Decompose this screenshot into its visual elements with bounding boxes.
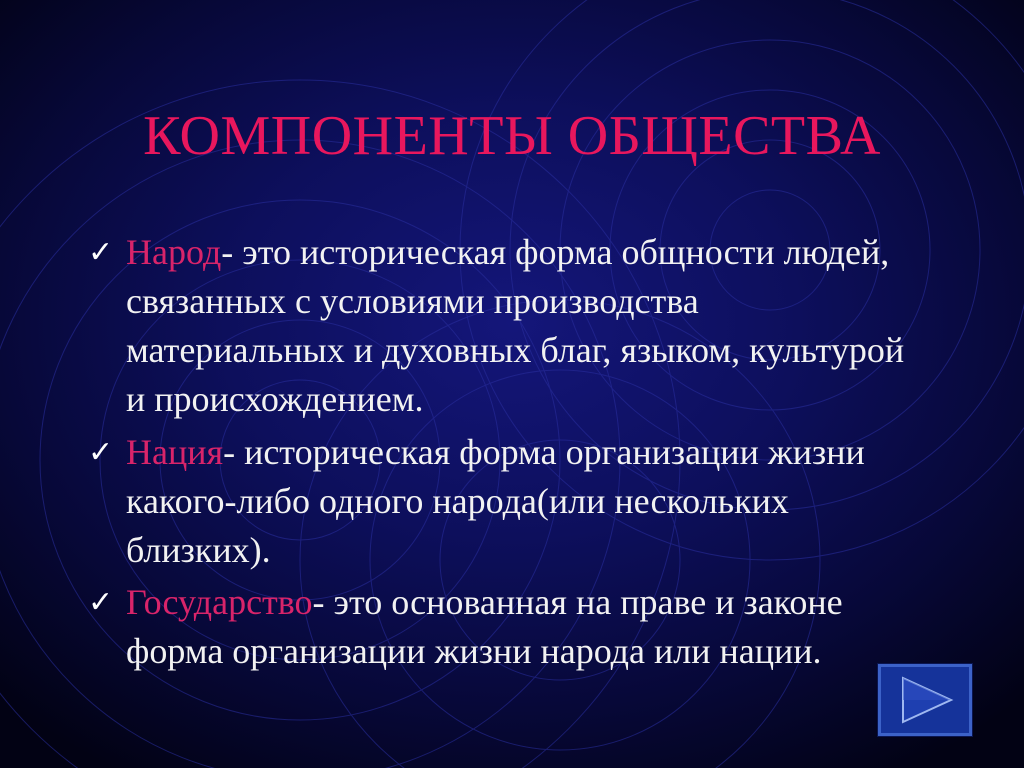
next-slide-button[interactable]: [878, 664, 972, 736]
bullet-item-gosudarstvo: [88, 578, 918, 676]
bullet-text: [126, 228, 918, 424]
checkmark-icon: ✓: [88, 235, 114, 270]
slide-title: КОМПОНЕНТЫ ОБЩЕСТВА: [143, 105, 881, 167]
bullet-definition: - это историческая форма общности людей, связанных с условиями производства материальных и духовных благ, языком, культурой и происхождением.: [126, 232, 905, 419]
bullet-text: [126, 578, 918, 676]
bullet-term: Народ: [126, 232, 222, 272]
bullet-item-narod: [88, 228, 918, 424]
bullet-text: [126, 428, 918, 575]
bullet-term: Государство: [126, 582, 313, 622]
bullet-definition: - историческая форма организации жизни какого-либо одного народа(или нескольких близких).: [126, 432, 865, 570]
checkmark-icon: ✓: [88, 435, 114, 470]
checkmark-icon: ✓: [88, 585, 114, 620]
bullet-definition: - это основанная на праве и законе форма организации жизни народа или нации.: [126, 582, 843, 671]
bullet-item-natsiya: [88, 428, 918, 575]
bullet-term: Нация: [126, 432, 224, 472]
play-right-triangle-icon: [881, 667, 969, 733]
